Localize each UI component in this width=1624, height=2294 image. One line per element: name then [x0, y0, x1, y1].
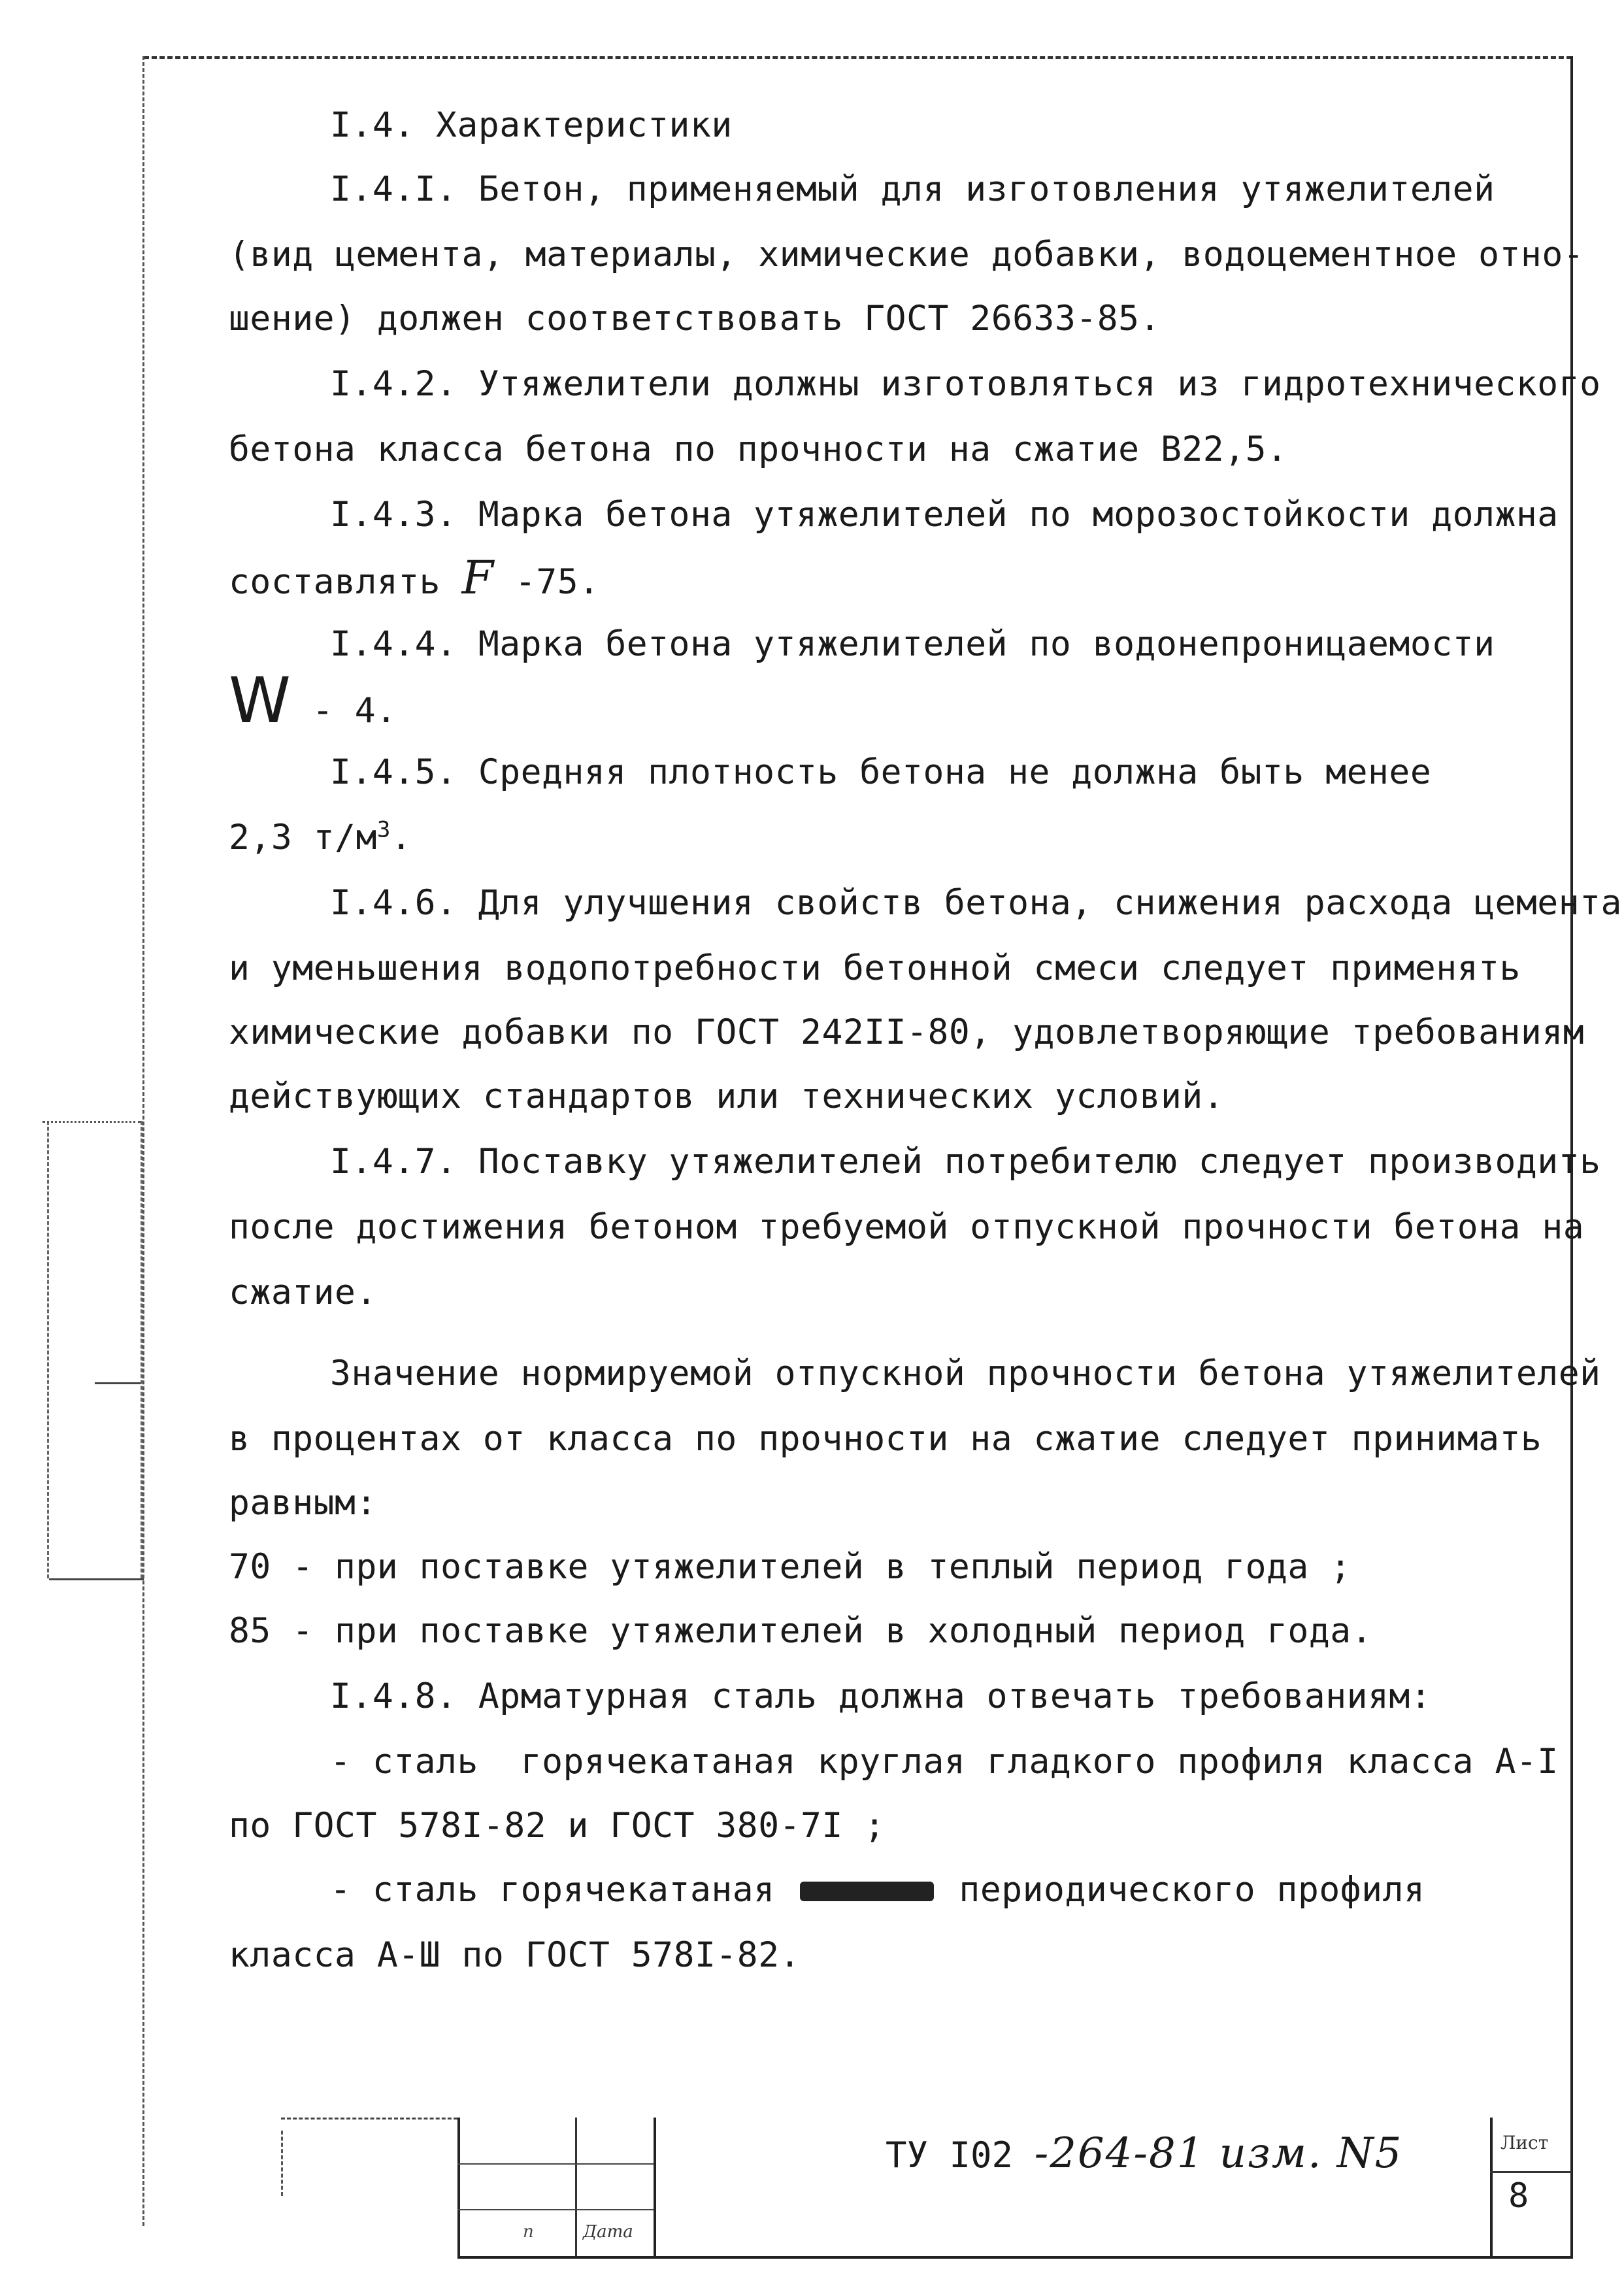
strip-divider — [95, 1382, 141, 1384]
paragraph-line: I.4.4. Марка бетона утяжелителей по водонепроницаемости — [330, 624, 1495, 664]
paragraph-line: класса А-Ш по ГОСТ 578I-82. — [229, 1935, 801, 1975]
list-item: - сталь горячекатаная круглая гладкого профиля класса А-I — [330, 1742, 1559, 1782]
steel2-prefix: - сталь горячекатаная — [330, 1870, 796, 1910]
title-block-divider — [575, 2118, 577, 2256]
column-mark: п — [523, 2222, 534, 2242]
title-block-dash — [281, 2118, 457, 2119]
paragraph-line: I.4.2. Утяжелители должны изготовляться из гидротехнического — [330, 364, 1601, 404]
designation-handwritten: -264-81 изм. N5 — [1034, 2129, 1403, 2178]
title-block-dash — [281, 2131, 283, 2196]
frost-prefix: составлять — [229, 562, 462, 602]
date-label: Дата — [583, 2222, 633, 2242]
frame-top-border — [144, 56, 1572, 59]
density-end: . — [390, 818, 412, 857]
strip-divider — [42, 1121, 141, 1123]
paragraph-line: (вид цемента, материалы, химические добавки, водоцементное отно- — [229, 235, 1585, 274]
title-block-row-line — [457, 2209, 654, 2210]
water-line — [229, 664, 397, 737]
title-block-divider — [457, 2118, 460, 2256]
frost-line — [229, 551, 600, 605]
frame-left-border — [142, 56, 144, 2226]
struck-out-word — [800, 1882, 934, 1901]
paragraph-line: бетона класса бетона по прочности на сжатие В22,5. — [229, 429, 1288, 469]
water-letter: W — [229, 664, 291, 737]
frost-suffix: -75. — [493, 562, 600, 602]
list-item — [330, 1869, 1425, 1911]
paragraph-line: сжатие. — [229, 1272, 377, 1312]
density-line — [229, 817, 412, 859]
sheet-label: Лист — [1500, 2132, 1549, 2153]
title-block-row-line — [457, 2163, 654, 2165]
title-block-row-line — [1490, 2171, 1572, 2173]
paragraph-line: I.4.I. Бетон, применяемый для изготовления утяжелителей — [330, 169, 1495, 209]
paragraph-line: и уменьшения водопотребности бетонной смеси следует применять — [229, 948, 1521, 988]
sheet-number: 8 — [1508, 2176, 1529, 2216]
steel2-suffix: периодического профиля — [938, 1870, 1425, 1910]
paragraph-line: по ГОСТ 578I-82 и ГОСТ 380-7I ; — [229, 1806, 886, 1846]
paragraph-line: I.4.8. Арматурная сталь должна отвечать требованиям: — [330, 1676, 1432, 1716]
list-item: 70 - при поставке утяжелителей в теплый период года ; — [229, 1547, 1351, 1587]
paragraph-line: действующих стандартов или технических условий. — [229, 1076, 1225, 1116]
title-block-divider — [654, 2118, 656, 2256]
section-heading: I.4. Характеристики — [330, 105, 733, 145]
document-designation — [886, 2129, 1402, 2178]
paragraph-line: в процентах от класса по прочности на сжатие следует принимать — [229, 1419, 1542, 1459]
water-suffix: - 4. — [291, 691, 397, 731]
frost-letter: F — [461, 551, 494, 605]
paragraph-line: I.4.6. Для улучшения свойств бетона, снижения расхода цемента — [330, 883, 1622, 923]
paragraph-line: I.4.5. Средняя плотность бетона не должна быть менее — [330, 752, 1432, 792]
frame-bottom-border — [457, 2256, 1572, 2259]
strip-divider — [49, 1578, 144, 1580]
list-item: 85 - при поставке утяжелителей в холодный период года. — [229, 1611, 1373, 1651]
density-value: 2,3 т/м — [229, 818, 377, 857]
paragraph-line: Значение нормируемой отпускной прочности бетона утяжелителей — [330, 1354, 1601, 1393]
paragraph-line: I.4.3. Марка бетона утяжелителей по морозостойкости должна — [330, 495, 1559, 535]
paragraph-line: шение) должен соответствовать ГОСТ 26633-85. — [229, 299, 1161, 339]
paragraph-line: равным: — [229, 1483, 377, 1523]
paragraph-line: I.4.7. Поставку утяжелителей потребителю следует производить — [330, 1142, 1601, 1182]
paragraph-line: после достижения бетоном требуемой отпускной прочности бетона на — [229, 1207, 1585, 1247]
designation-printed: ТУ I02 — [886, 2135, 1035, 2176]
title-block-divider — [1490, 2118, 1493, 2256]
paragraph-line: химические добавки по ГОСТ 242II-80, удовлетворяющие требованиям — [229, 1012, 1585, 1052]
density-exponent: 3 — [376, 816, 391, 843]
binding-margin-strip — [47, 1121, 142, 1578]
